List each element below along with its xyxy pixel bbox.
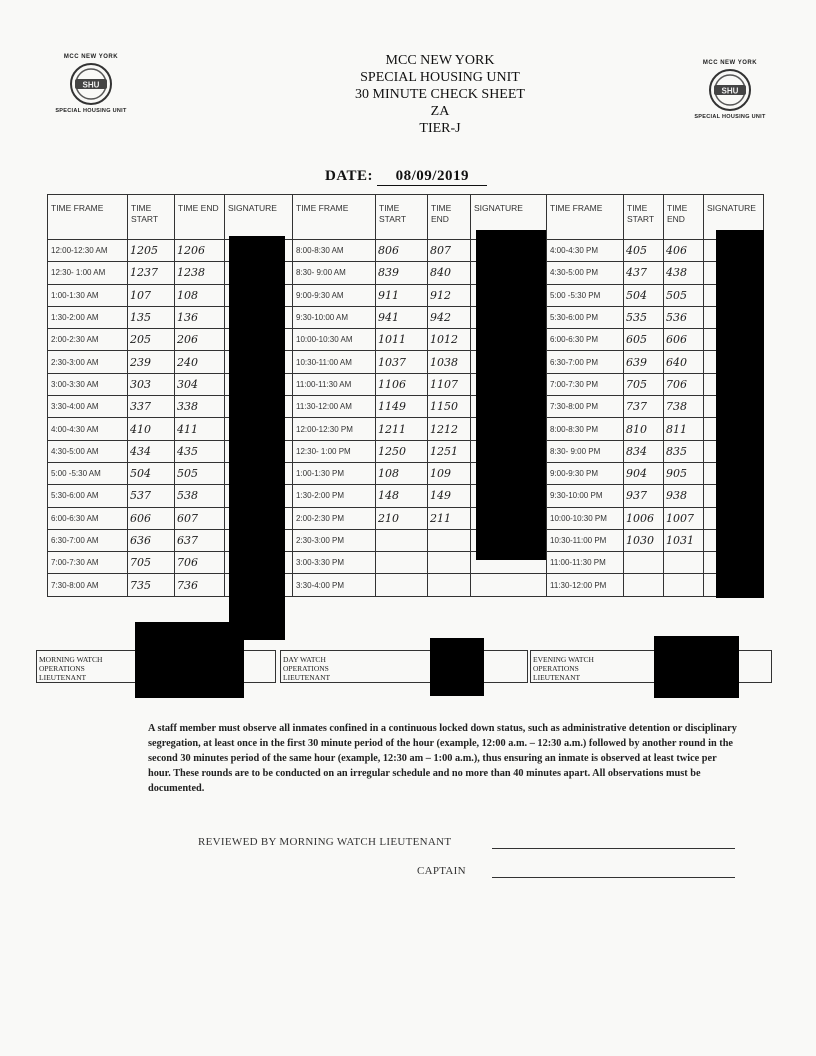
time-start-cell: 839 — [376, 262, 428, 284]
time-start-cell: 434 — [128, 440, 175, 462]
time-start-cell: 705 — [624, 373, 664, 395]
time-end-cell: 338 — [175, 396, 225, 418]
logo-left-top-text: MCC NEW YORK — [63, 54, 119, 60]
time-frame-cell: 4:00-4:30 AM — [48, 418, 128, 440]
time-start-cell: 108 — [376, 462, 428, 484]
time-end-cell: 942 — [428, 306, 471, 328]
table-row — [48, 529, 764, 551]
time-end-cell: 1038 — [428, 351, 471, 373]
logo-left-bottom-text: SPECIAL HOUSING UNIT — [55, 108, 127, 114]
time-end-cell: 811 — [664, 418, 704, 440]
column-header: TIME FRAME — [547, 195, 624, 240]
time-frame-cell: 7:00-7:30 PM — [547, 373, 624, 395]
tier-title: TIER-J — [419, 121, 461, 136]
redacted-signature-col-3 — [716, 230, 764, 598]
time-frame-cell: 12:00-12:30 AM — [48, 240, 128, 262]
time-frame-cell: 4:30-5:00 PM — [547, 262, 624, 284]
time-start-cell — [624, 574, 664, 596]
time-frame-cell: 2:00-2:30 AM — [48, 329, 128, 351]
time-start-cell: 705 — [128, 552, 175, 574]
time-frame-cell: 6:30-7:00 PM — [547, 351, 624, 373]
time-start-cell: 135 — [128, 306, 175, 328]
time-frame-cell: 3:00-3:30 PM — [293, 552, 376, 574]
time-start-cell: 303 — [128, 373, 175, 395]
time-frame-cell: 8:00-8:30 AM — [293, 240, 376, 262]
time-frame-cell: 12:00-12:30 PM — [293, 418, 376, 440]
logo-left — [36, 54, 146, 114]
time-end-cell: 136 — [175, 306, 225, 328]
captain-label: CAPTAIN — [417, 865, 466, 877]
time-end-cell: 912 — [428, 284, 471, 306]
time-frame-cell: 11:00-11:30 PM — [547, 552, 624, 574]
time-start-cell: 1211 — [376, 418, 428, 440]
date-line — [325, 168, 487, 186]
logo-right — [675, 60, 785, 120]
date-value: 08/09/2019 — [377, 168, 487, 186]
table-row — [48, 240, 764, 262]
time-end-cell: 938 — [664, 485, 704, 507]
time-frame-cell: 8:00-8:30 PM — [547, 418, 624, 440]
time-end-cell — [664, 574, 704, 596]
time-end-cell: 738 — [664, 396, 704, 418]
table-row — [48, 552, 764, 574]
time-start-cell: 205 — [128, 329, 175, 351]
day-watch-box — [280, 650, 528, 683]
time-start-cell: 834 — [624, 440, 664, 462]
time-end-cell: 536 — [664, 306, 704, 328]
time-frame-cell: 11:30-12:00 AM — [293, 396, 376, 418]
time-frame-cell: 7:30-8:00 PM — [547, 396, 624, 418]
redacted-day-signature — [430, 638, 484, 696]
unit-title: SPECIAL HOUSING UNIT — [360, 70, 520, 85]
time-start-cell — [376, 574, 428, 596]
table-row — [48, 507, 764, 529]
time-end-cell: 109 — [428, 462, 471, 484]
time-start-cell: 1030 — [624, 529, 664, 551]
time-end-cell: 505 — [664, 284, 704, 306]
time-start-cell — [624, 552, 664, 574]
time-frame-cell: 6:00-6:30 AM — [48, 507, 128, 529]
time-start-cell: 1149 — [376, 396, 428, 418]
time-frame-cell: 1:00-1:30 AM — [48, 284, 128, 306]
time-end-cell: 206 — [175, 329, 225, 351]
signature-cell — [471, 574, 547, 596]
time-start-cell: 410 — [128, 418, 175, 440]
time-end-cell: 304 — [175, 373, 225, 395]
time-start-cell: 1250 — [376, 440, 428, 462]
redacted-signature-col-1 — [229, 236, 285, 640]
policy-text: A staff member must observe all inmates confined in a continuous locked down status, such as administrative detention or disciplinary segregation, at least once in the first 30 minute period of the hour (example, 12:00 a.m. – 12:30 a.m.) followed by another round in the second 30 minutes period of the same hour (example, 12:30 am – 1:00 a.m.), thus ensuring an inmate is observed at least twice per hour. These rounds are to be conducted on an irregular schedule and no more than 40 minutes apart. All observations must be documented. — [148, 723, 737, 794]
time-start-cell: 606 — [128, 507, 175, 529]
time-start-cell: 605 — [624, 329, 664, 351]
time-start-cell: 735 — [128, 574, 175, 596]
time-end-cell: 149 — [428, 485, 471, 507]
morning-watch-label: MORNING WATCH OPERATIONS LIEUTENANT — [39, 655, 103, 682]
time-frame-cell: 3:30-4:00 AM — [48, 396, 128, 418]
table-row — [48, 306, 764, 328]
time-frame-cell: 3:30-4:00 PM — [293, 574, 376, 596]
time-end-cell: 505 — [175, 462, 225, 484]
time-start-cell: 239 — [128, 351, 175, 373]
time-end-cell — [428, 552, 471, 574]
time-frame-cell: 5:00 -5:30 PM — [547, 284, 624, 306]
time-start-cell: 1037 — [376, 351, 428, 373]
time-end-cell: 905 — [664, 462, 704, 484]
time-frame-cell: 4:30-5:00 AM — [48, 440, 128, 462]
time-start-cell: 639 — [624, 351, 664, 373]
table-row — [48, 418, 764, 440]
time-end-cell: 1150 — [428, 396, 471, 418]
time-frame-cell: 9:00-9:30 PM — [547, 462, 624, 484]
time-start-cell: 737 — [624, 396, 664, 418]
day-watch-label: DAY WATCH OPERATIONS LIEUTENANT — [283, 655, 331, 682]
time-end-cell: 1007 — [664, 507, 704, 529]
time-frame-cell: 10:30-11:00 AM — [293, 351, 376, 373]
column-header: TIME START — [376, 195, 428, 240]
time-start-cell — [376, 552, 428, 574]
time-end-cell: 435 — [175, 440, 225, 462]
time-start-cell: 535 — [624, 306, 664, 328]
time-frame-cell: 8:30- 9:00 AM — [293, 262, 376, 284]
table-row — [48, 329, 764, 351]
time-end-cell: 640 — [664, 351, 704, 373]
time-frame-cell: 12:30- 1:00 PM — [293, 440, 376, 462]
time-end-cell: 607 — [175, 507, 225, 529]
time-start-cell — [376, 529, 428, 551]
time-end-cell: 1251 — [428, 440, 471, 462]
reviewed-by-label: REVIEWED BY MORNING WATCH LIEUTENANT — [198, 836, 452, 848]
time-end-cell: 736 — [175, 574, 225, 596]
time-end-cell: 438 — [664, 262, 704, 284]
time-end-cell: 1212 — [428, 418, 471, 440]
time-frame-cell: 12:30- 1:00 AM — [48, 262, 128, 284]
time-frame-cell: 11:30-12:00 PM — [547, 574, 624, 596]
time-end-cell: 637 — [175, 529, 225, 551]
time-start-cell: 904 — [624, 462, 664, 484]
logo-right-bottom-text: SPECIAL HOUSING UNIT — [694, 114, 766, 120]
table-header-row — [48, 195, 764, 240]
time-end-cell: 1107 — [428, 373, 471, 395]
time-frame-cell: 9:00-9:30 AM — [293, 284, 376, 306]
time-frame-cell: 10:00-10:30 PM — [547, 507, 624, 529]
time-frame-cell: 5:30-6:00 AM — [48, 485, 128, 507]
time-frame-cell: 5:30-6:00 PM — [547, 306, 624, 328]
time-frame-cell: 2:00-2:30 PM — [293, 507, 376, 529]
table-row — [48, 574, 764, 596]
time-start-cell: 504 — [624, 284, 664, 306]
time-start-cell: 1205 — [128, 240, 175, 262]
column-header: TIME END — [428, 195, 471, 240]
column-header: TIME END — [175, 195, 225, 240]
column-header: TIME END — [664, 195, 704, 240]
check-log-table — [47, 194, 764, 597]
table-row — [48, 262, 764, 284]
table-row — [48, 485, 764, 507]
table-row — [48, 462, 764, 484]
redacted-evening-signature — [654, 636, 739, 698]
shu-emblem-icon — [69, 62, 113, 106]
time-end-cell: 240 — [175, 351, 225, 373]
time-end-cell: 1012 — [428, 329, 471, 351]
time-start-cell: 810 — [624, 418, 664, 440]
time-start-cell: 1237 — [128, 262, 175, 284]
logo-left-emblem-text: SHU — [82, 80, 100, 90]
time-end-cell: 211 — [428, 507, 471, 529]
time-start-cell: 1006 — [624, 507, 664, 529]
date-label: DATE: — [325, 168, 374, 184]
shu-emblem-icon — [708, 68, 752, 112]
captain-signature-line — [492, 877, 735, 878]
time-start-cell: 1106 — [376, 373, 428, 395]
time-frame-cell: 5:00 -5:30 AM — [48, 462, 128, 484]
reviewed-by-signature-line — [492, 848, 735, 849]
sheet-title: 30 MINUTE CHECK SHEET — [355, 87, 525, 102]
time-start-cell: 148 — [376, 485, 428, 507]
time-start-cell: 937 — [624, 485, 664, 507]
time-frame-cell: 7:30-8:00 AM — [48, 574, 128, 596]
time-end-cell: 1238 — [175, 262, 225, 284]
time-end-cell: 108 — [175, 284, 225, 306]
time-frame-cell: 4:00-4:30 PM — [547, 240, 624, 262]
column-header: SIGNATURE — [704, 195, 764, 240]
evening-watch-label: EVENING WATCH OPERATIONS LIEUTENANT — [533, 655, 594, 682]
redacted-morning-signature — [135, 622, 244, 698]
time-end-cell: 606 — [664, 329, 704, 351]
column-header: TIME START — [624, 195, 664, 240]
column-header: TIME FRAME — [293, 195, 376, 240]
time-start-cell: 337 — [128, 396, 175, 418]
time-end-cell: 840 — [428, 262, 471, 284]
time-start-cell: 210 — [376, 507, 428, 529]
time-frame-cell: 6:00-6:30 PM — [547, 329, 624, 351]
time-frame-cell: 9:30-10:00 AM — [293, 306, 376, 328]
column-header: SIGNATURE — [471, 195, 547, 240]
column-header: SIGNATURE — [225, 195, 293, 240]
time-frame-cell: 9:30-10:00 PM — [547, 485, 624, 507]
time-end-cell: 706 — [175, 552, 225, 574]
table-row — [48, 373, 764, 395]
redacted-signature-col-2 — [476, 230, 546, 560]
time-start-cell: 437 — [624, 262, 664, 284]
time-start-cell: 941 — [376, 306, 428, 328]
time-start-cell: 806 — [376, 240, 428, 262]
time-start-cell: 537 — [128, 485, 175, 507]
column-header: TIME FRAME — [48, 195, 128, 240]
table-body — [48, 240, 764, 597]
time-frame-cell: 10:00-10:30 AM — [293, 329, 376, 351]
logo-right-top-text: MCC NEW YORK — [702, 60, 758, 66]
time-start-cell: 1011 — [376, 329, 428, 351]
time-end-cell: 835 — [664, 440, 704, 462]
time-end-cell — [428, 574, 471, 596]
time-frame-cell: 10:30-11:00 PM — [547, 529, 624, 551]
time-end-cell: 706 — [664, 373, 704, 395]
table-row — [48, 440, 764, 462]
logo-right-emblem-text: SHU — [721, 86, 739, 96]
time-end-cell: 807 — [428, 240, 471, 262]
time-start-cell: 504 — [128, 462, 175, 484]
table-row — [48, 396, 764, 418]
column-header: TIME START — [128, 195, 175, 240]
time-start-cell: 636 — [128, 529, 175, 551]
time-frame-cell: 8:30- 9:00 PM — [547, 440, 624, 462]
time-end-cell — [664, 552, 704, 574]
time-end-cell: 411 — [175, 418, 225, 440]
time-frame-cell: 3:00-3:30 AM — [48, 373, 128, 395]
time-frame-cell: 2:30-3:00 AM — [48, 351, 128, 373]
time-frame-cell: 1:30-2:00 PM — [293, 485, 376, 507]
time-end-cell: 538 — [175, 485, 225, 507]
time-frame-cell: 6:30-7:00 AM — [48, 529, 128, 551]
time-start-cell: 107 — [128, 284, 175, 306]
time-end-cell: 406 — [664, 240, 704, 262]
time-frame-cell: 11:00-11:30 AM — [293, 373, 376, 395]
time-frame-cell: 2:30-3:00 PM — [293, 529, 376, 551]
table-row — [48, 351, 764, 373]
time-end-cell — [428, 529, 471, 551]
time-frame-cell: 1:00-1:30 PM — [293, 462, 376, 484]
sheet-header — [300, 52, 580, 137]
org-title: MCC NEW YORK — [385, 53, 495, 68]
time-start-cell: 405 — [624, 240, 664, 262]
table-row — [48, 284, 764, 306]
zone-title: ZA — [430, 104, 450, 119]
time-frame-cell: 7:00-7:30 AM — [48, 552, 128, 574]
time-frame-cell: 1:30-2:00 AM — [48, 306, 128, 328]
time-end-cell: 1031 — [664, 529, 704, 551]
time-end-cell: 1206 — [175, 240, 225, 262]
time-start-cell: 911 — [376, 284, 428, 306]
